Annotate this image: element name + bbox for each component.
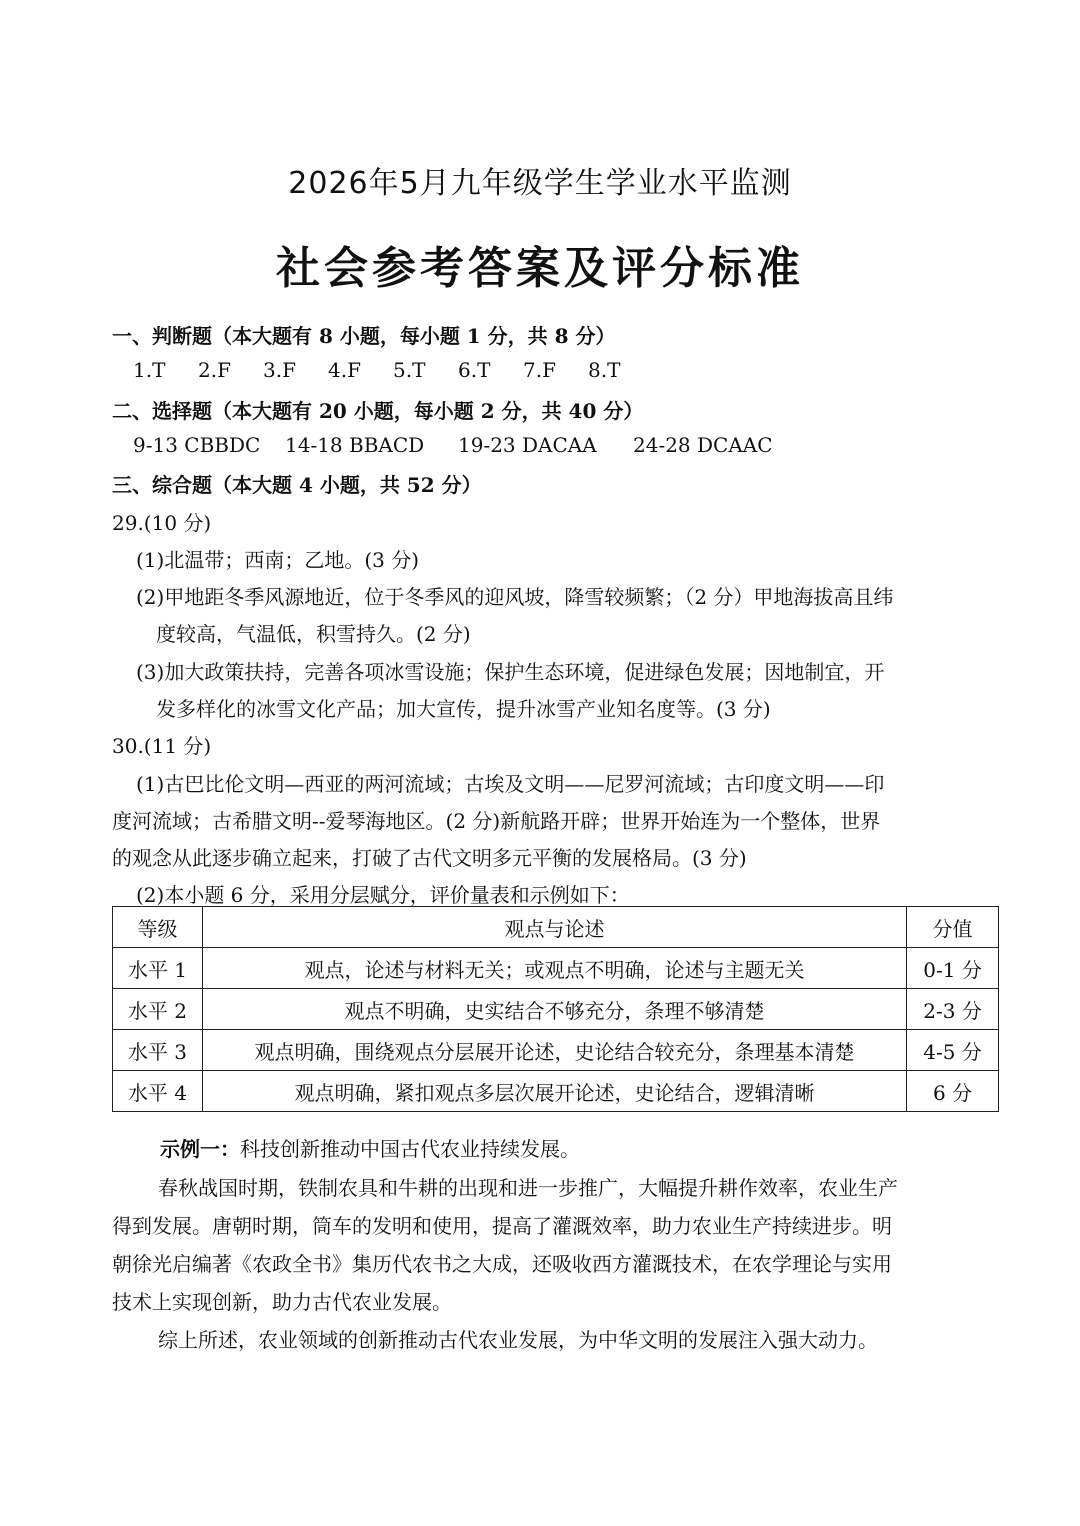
q30-part1-line2: 度河流域；古希腊文明--爱琴海地区。(2 分)新航路开辟；世界开始连为一个整体，世界 (112, 809, 881, 833)
section1-heading: 一、判断题（本大题有 8 小题，每小题 1 分，共 8 分） (112, 324, 616, 348)
q29-part1: (1)北温带；西南；乙地。(3 分) (136, 548, 420, 572)
answer-item: 4.F (328, 358, 361, 382)
q29-part3-line1: (3)加大政策扶持，完善各项冰雪设施；保护生态环境，促进绿色发展；因地制宜，开 (136, 660, 885, 684)
answer-item: 2.F (198, 358, 231, 382)
answer-item: 1.T (133, 358, 166, 382)
example-conclusion: 综上所述，农业领域的创新推动古代农业发展，为中华文明的发展注入强大动力。 (158, 1328, 878, 1352)
exam-title: 2026年5月九年级学生学业水平监测 (288, 166, 792, 201)
criteria-cell: 观点明确，围绕观点分层展开论述，史论结合较充分，条理基本清楚 (202, 1030, 906, 1071)
example-label: 示例一： (160, 1137, 240, 1161)
score-cell: 6 分 (907, 1071, 999, 1112)
header-cell: 等级 (113, 907, 203, 948)
criteria-cell: 观点，论述与材料无关；或观点不明确，论述与主题无关 (202, 948, 906, 989)
rubric-table (112, 906, 999, 1112)
level-cell: 水平 3 (113, 1030, 203, 1071)
example-line: 朝徐光启编著《农政全书》集历代农书之大成，还吸收西方灌溉技术，在农学理论与实用 (112, 1252, 892, 1276)
level-cell: 水平 2 (113, 989, 203, 1030)
score-cell: 4-5 分 (907, 1030, 999, 1071)
q29-part2-line1: (2)甲地距冬季风源地近，位于冬季风的迎风坡，降雪较频繁；（2 分）甲地海拔高且纬 (136, 585, 894, 609)
section3-heading: 三、综合题（本大题 4 小题，共 52 分） (112, 473, 482, 497)
level-cell: 水平 1 (113, 948, 203, 989)
section2-heading: 二、选择题（本大题有 20 小题，每小题 2 分，共 40 分） (112, 399, 644, 423)
answer-group: 14-18 BBACD (285, 433, 425, 457)
example-line: 得到发展。唐朝时期，筒车的发明和使用，提高了灌溉效率，助力农业生产持续进步。明 (112, 1214, 892, 1238)
example-heading (160, 1133, 580, 1162)
q29-label: 29.(10 分) (112, 511, 212, 535)
q30-part1-line3: 的观念从此逐步确立起来，打破了古代文明多元平衡的发展格局。(3 分) (112, 846, 747, 870)
table-row (113, 989, 999, 1030)
answer-group: 19-23 DACAA (458, 433, 597, 457)
q29-part3-line2: 发多样化的冰雪文化产品；加大宣传，提升冰雪产业知名度等。(3 分) (156, 697, 771, 721)
answer-item: 7.F (523, 358, 556, 382)
criteria-cell: 观点不明确，史实结合不够充分，条理不够清楚 (202, 989, 906, 1030)
answer-item: 8.T (588, 358, 621, 382)
table-row (113, 948, 999, 989)
answer-group: 9-13 CBBDC (133, 433, 261, 457)
section2-answers (133, 433, 773, 457)
table-row (113, 1030, 999, 1071)
score-cell: 2-3 分 (907, 989, 999, 1030)
table-row (113, 1071, 999, 1112)
score-cell: 0-1 分 (907, 948, 999, 989)
answer-item: 6.T (458, 358, 491, 382)
answer-item: 3.F (263, 358, 296, 382)
example-line: 技术上实现创新，助力古代农业发展。 (112, 1290, 452, 1314)
q30-part1-line1: (1)古巴比伦文明—西亚的两河流域；古埃及文明——尼罗河流域；古印度文明——印 (136, 772, 885, 796)
q30-part2-intro: (2)本小题 6 分，采用分层赋分，评价量表和示例如下： (136, 883, 630, 907)
header-cell: 分值 (907, 907, 999, 948)
q30-label: 30.(11 分) (112, 734, 212, 758)
example-topic: 科技创新推动中国古代农业持续发展。 (240, 1137, 580, 1161)
q29-part2-line2: 度较高，气温低，积雪持久。(2 分) (156, 622, 471, 646)
answer-group: 24-28 DCAAC (633, 433, 773, 457)
table-header-row (113, 907, 999, 948)
section1-answers (133, 358, 653, 382)
criteria-cell: 观点明确，紧扣观点多层次展开论述，史论结合，逻辑清晰 (202, 1071, 906, 1112)
answer-item: 5.T (393, 358, 426, 382)
header-cell: 观点与论述 (202, 907, 906, 948)
level-cell: 水平 4 (113, 1071, 203, 1112)
example-line: 春秋战国时期，铁制农具和牛耕的出现和进一步推广，大幅提升耕作效率，农业生产 (158, 1176, 898, 1200)
document-title: 社会参考答案及评分标准 (276, 243, 804, 294)
